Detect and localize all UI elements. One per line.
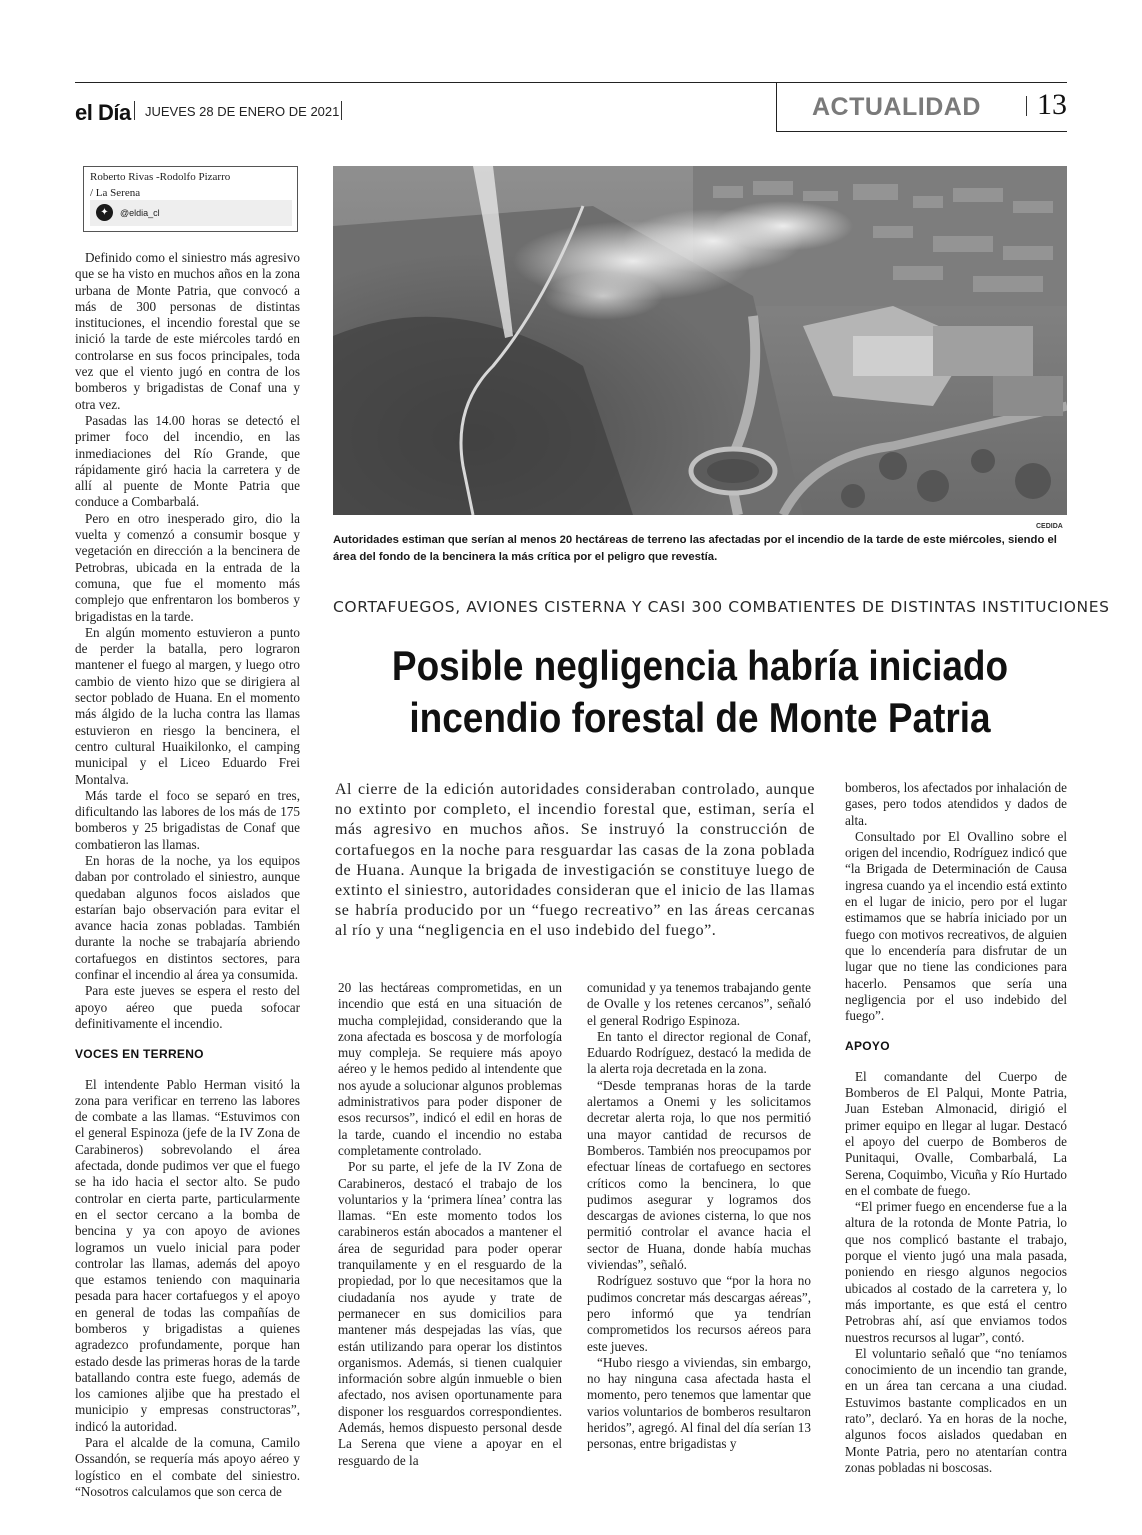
aerial-fire-photo-illustration xyxy=(333,166,1067,515)
paragraph: “El primer fuego en encenderse fue a la altura de la rotonda de Monte Patria, lo que nos complicó bastante el trabajo, porque el viento jugó una mala pasada, poniendo en riesgo algunos negocios ubicados al costado de la carretera y, lo más importante, es que está el centro Petrobras ahí, así que enviamos todos nuestros recursos al lugar”, contó. xyxy=(845,1199,1067,1345)
paragraph: 20 las hectáreas comprometidas, en un incendio que está en una situación de mucha complejidad, considerando que la zona afectada es boscosa y de morfología muy compleja. Se requiere más apoyo aéreo y le hemos pedido al intendente que nos ayude a solucionar algunos problemas administrativos para poder disponer de esos recursos”, indicó el edil en horas de la tarde, cuando el incendio no estaba completamente controlado. xyxy=(338,980,562,1158)
byline-place: / La Serena xyxy=(90,187,141,199)
paragraph: El voluntario señaló que “no teníamos conocimiento de un incendio tan grande, en un área tan cercana a una ciudad. Estuvimos bastante complicados en un rato”, declaró. Ya en horas de la noche, algunos focos aislados quedaban en Monte Patria, pero no atentarían contra zonas pobladas ni boscosas. xyxy=(845,1345,1067,1475)
article-kicker: CORTAFUEGOS, AVIONES CISTERNA Y CASI 300 COMBATIENTES DE DISTINTAS INSTITUCIONES xyxy=(333,598,1110,616)
paragraph: Más tarde el foco se separó en tres, dificultando las labores de los más de 175 bomberos y 25 brigadistas de Conaf que combatieron las llamas. xyxy=(75,787,300,852)
paragraph: “Desde tempranas horas de la tarde alertamos a Onemi y les solicitamos decretar alerta roja, lo que nos permitió una mayor cantidad de recursos de Bomberos. También nos preocupamos por efectuar líneas de cortafuego en sectores críticos como la bencinera, lo que pudimos asegurar y logramos dos descargas de aviones cisterna, lo que nos permitió controlar el avance hacia el sector de Huana, donde había muchas viviendas”, señaló. xyxy=(587,1077,811,1273)
aerial-fire-photo xyxy=(333,166,1067,515)
twitter-handle: @eldia_cl xyxy=(120,208,160,218)
header-separator xyxy=(134,101,135,120)
page-number: 13 xyxy=(1037,88,1067,121)
paragraph: Para este jueves se espera el resto del apoyo aéreo que pueda sofocar definitivamente el incendio. xyxy=(75,983,300,1031)
paragraph: Pero en otro inesperado giro, dio la vuelta y comenzó a consumir bosque y vegetación en dirección a la bencinera de Petrobras, ubicada en la entrada de la comuna, que fue el momento más complejo que enfrentaron los bomberos y brigadistas en la tarde. xyxy=(75,510,300,624)
photo-caption: Autoridades estiman que serían al menos 20 hectáreas de terreno las afectadas por el incendio de la tarde de este miércoles, siendo el área del fondo de la bencinera la más crítica por el peligro que revestía. xyxy=(333,534,1057,563)
photo-credit: CEDIDA xyxy=(1036,523,1063,530)
twitter-bird-icon: ✦ xyxy=(96,204,113,221)
paragraph: Pasadas las 14.00 horas se detectó el primer foco del incendio, en las inmediaciones del Río Grande, que rápidamente giró hacia la carretera y de allí al puente de Monte Patria que conduce a Combarbalá. xyxy=(75,412,300,510)
paragraph: comunidad y ya tenemos trabajando gente de Ovalle y los retenes cercanos”, señaló el general Rodrigo Espinoza. xyxy=(587,980,811,1028)
subheading-apoyo: APOYO xyxy=(845,1039,890,1054)
paragraph: En horas de la noche, ya los equipos daban por controlado el siniestro, aunque quedaban algunos focos aislados que estarían bajo observación para evitar el avance hacia zonas pobladas. También durante la noche se trabajaría abriendo cortafuegos en distintos sectores, para confinar el incendio al área ya consumida. xyxy=(75,852,300,983)
paragraph: bomberos, los afectados por inhalación de gases, pero todos atendidos y dados de alta. xyxy=(845,780,1067,828)
body-column-4 xyxy=(845,780,1067,1476)
body-column-1 xyxy=(75,250,300,1500)
twitter-credit xyxy=(90,200,292,226)
paragraph: El comandante del Cuerpo de Bomberos de El Palqui, Monte Patria, Juan Esteban Almonacid, dirigió el primer equipo en llegar al lugar. Destacó el apoyo del cuerpo de Bomberos de Punitaqui, Ovalle, Combarbalá, La Serena, Coquimbo, Vicuña y Río Hurtado en el combate de fuego. xyxy=(845,1068,1067,1198)
paragraph: Para el alcalde de la comuna, Camilo Ossandón, se requería más apoyo aéreo y logístico en el combate del siniestro. “Nosotros calculamos que son cerca de xyxy=(75,1435,300,1499)
newspaper-logo: el Día xyxy=(75,100,131,125)
paragraph: En tanto el director regional de Conaf, Eduardo Rodríguez, destacó la medida de la alerta roja decretada en la zona. xyxy=(587,1028,811,1077)
header-rule-bottom xyxy=(776,131,1067,132)
header-rule-top xyxy=(75,82,1067,83)
paragraph: En algún momento estuvieron a punto de perder la batalla, pero lograron mantener el fuego al margen, y luego otro cambio de viento hizo que se dirigiera al sector poblado de Huana. En el momento más álgido de la lucha contra las llamas estuvieron en riesgo la bencinera, el centro cultural Huaikilonko, el camping municipal y el Liceo Eduardo Frei Montalva. xyxy=(75,624,300,787)
article-headline: Posible negligencia habría iniciado incendio forestal de Monte Patria xyxy=(391,642,1009,741)
body-column-3 xyxy=(587,980,811,1453)
section-name: ACTUALIDAD xyxy=(812,93,981,121)
paragraph: El intendente Pablo Herman visitó la zona para verificar en terreno las labores de combate a las llamas. “Estuvimos con el general Espinoza (jefe de la IV Zona de Carabineros) sobrevolando el área afectada, donde pudimos ver que el fuego se ha ido hacia el sector alto. Se pudo controlar en cierta parte, particularmente en el sector cercano a la bomba de bencina y ya con apoyo de aviones logramos un vuelo inicial para poder controlar las llamas, además del apoyo que estamos teniendo con maquinaria pesada para hacer cortafuegos y el apoyo en general de todas las compañías de bomberos y brigadistas a quienes agradezco profundamente, porque han estado desde las primeras horas de la tarde batallando contra este fuego, además de los camiones aljibe que ha prestado el municipio y empresas constructoras”, indicó la autoridad. xyxy=(75,1076,300,1434)
paragraph: Consultado por El Ovallino sobre el origen del incendio, Rodríguez indicó que “la Brigada de Determinación de Causa ingresa cuando ya el incendio está extinto en el lugar de inicio, pero por el lugar estimamos que se habría iniciado por un fuego con motivos recreativos, de alguien que lo encendería para disfrutar de un lugar que no tiene las condiciones para hacerlo. Pensamos que sería una negligencia por el uso indebido del fuego”. xyxy=(845,828,1067,1024)
byline-authors: Roberto Rivas -Rodolfo Pizarro xyxy=(90,171,231,183)
paragraph: Rodríguez sostuvo que “por la hora no pudimos concretar más descargas aéreas”, pero informó que ya tendrían comprometidos los recursos aéreos para este jueves. xyxy=(587,1273,811,1354)
paragraph: “Hubo riesgo a viviendas, sin embargo, no hay ninguna casa afectada hasta el momento, pero tenemos que lamentar que varios voluntarios de bomberos resultaron heridos”, agregó. Al final del día serían 13 personas, entre brigadistas y xyxy=(587,1354,811,1452)
header-separator xyxy=(341,101,342,120)
paragraph: Definido como el siniestro más agresivo que se ha visto en muchos años en la zona urbana de Monte Patria, que convocó a más de 300 personas de distintas instituciones, el incendio forestal que se inició la tarde de este miércoles tardó en controlarse en sus focos principales, toda vez que el viento jugó en contra de los bomberos y brigadistas de Conaf una y otra vez. xyxy=(75,250,300,412)
article-lead: Al cierre de la edición autoridades consideraban controlado, aunque no extinto por completo, el incendio forestal que, estiman, sería el más agresivo en muchos años. Se instruyó la construcción de cortafuegos en la noche para resguardar las casas de la zona poblada de Huana. Aunque la brigada de investigación se constituye luego de extinto el siniestro, autoridades consideran que el inicio de las llamas se habría producido por un “fuego recreativo” en las áreas cercanas al río y una “negligencia en el uso indebido del fuego”. xyxy=(335,781,815,940)
byline-box xyxy=(83,166,298,232)
subheading-voces-en-terreno: VOCES EN TERRENO xyxy=(75,1047,204,1062)
header-vertical-divider xyxy=(776,82,777,132)
body-column-2 xyxy=(338,980,562,1469)
edition-date: JUEVES 28 DE ENERO DE 2021 xyxy=(145,104,340,119)
header-separator xyxy=(1026,96,1027,116)
paragraph: Por su parte, el jefe de la IV Zona de Carabineros, destacó el trabajo de los voluntarios y la ‘primera línea’ contra las llamas. “En este momento todos los carabineros están abocados a mantener el área de seguridad para poder operar tranquilamente y en el resguardo de la propiedad, por lo que necesitamos que la ciudadanía nos ayude y trate de permanecer en sus domicilios para mantener más despejadas las vías, que están utilizando para operar los distintos organismos. Además, si tienen cualquier información sobre algún inmueble o bien afectado, nos avisen oportunamente para disponer los resguardos correspondientes. Además, hemos dispuesto personal desde La Serena que viene a apoyar en el resguardo de la xyxy=(338,1159,562,1468)
